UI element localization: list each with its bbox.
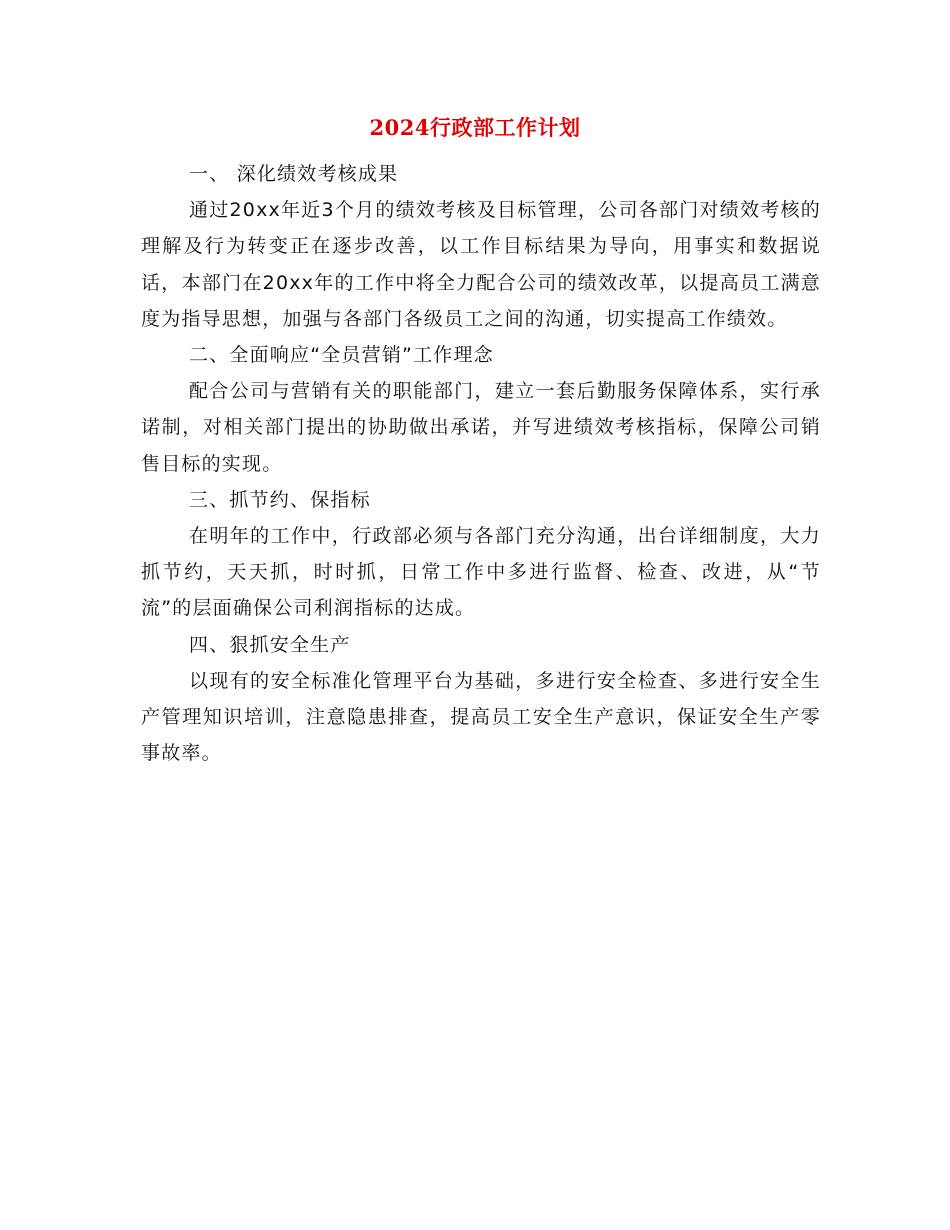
section-paragraph-4: 以现有的安全标准化管理平台为基础，多进行安全检查、多进行安全生产管理知识培训，注意隐患排查，提高员工安全生产意识，保证安全生产零事故率。 bbox=[141, 669, 821, 765]
section-paragraph-2: 配合公司与营销有关的职能部门，建立一套后勤服务保障体系，实行承诺制，对相关部门提出的协助做出承诺，并写进绩效考核指标，保障公司销售目标的实现。 bbox=[141, 380, 821, 475]
section-heading-3: 三、抓节约、保指标 bbox=[189, 488, 371, 511]
document-title: 2024行政部工作计划 bbox=[369, 115, 581, 140]
section-paragraph-1: 通过20xx年近3个月的绩效考核及目标管理，公司各部门对绩效考核的理解及行为转变正在逐步改善，以工作目标结果为导向，用事实和数据说话，本部门在20xx年的工作中将全力配合公司的绩效改革，以提高员工满意度为指导思想，加强与各部门各级员工之间的沟通，切实提高工作绩效。 bbox=[141, 199, 821, 330]
section-heading-4: 四、狠抓安全生产 bbox=[189, 633, 351, 656]
section-heading-2: 二、全面响应“全员营销”工作理念 bbox=[189, 344, 494, 367]
section-heading-1: 一、 深化绩效考核成果 bbox=[189, 163, 399, 185]
document-body bbox=[141, 156, 821, 771]
section-paragraph-3: 在明年的工作中，行政部必须与各部门充分沟通，出台详细制度，大力抓节约，天天抓，时时抓，日常工作中多进行监督、检查、改进，从“节流”的层面确保公司利润指标的达成。 bbox=[141, 525, 821, 620]
